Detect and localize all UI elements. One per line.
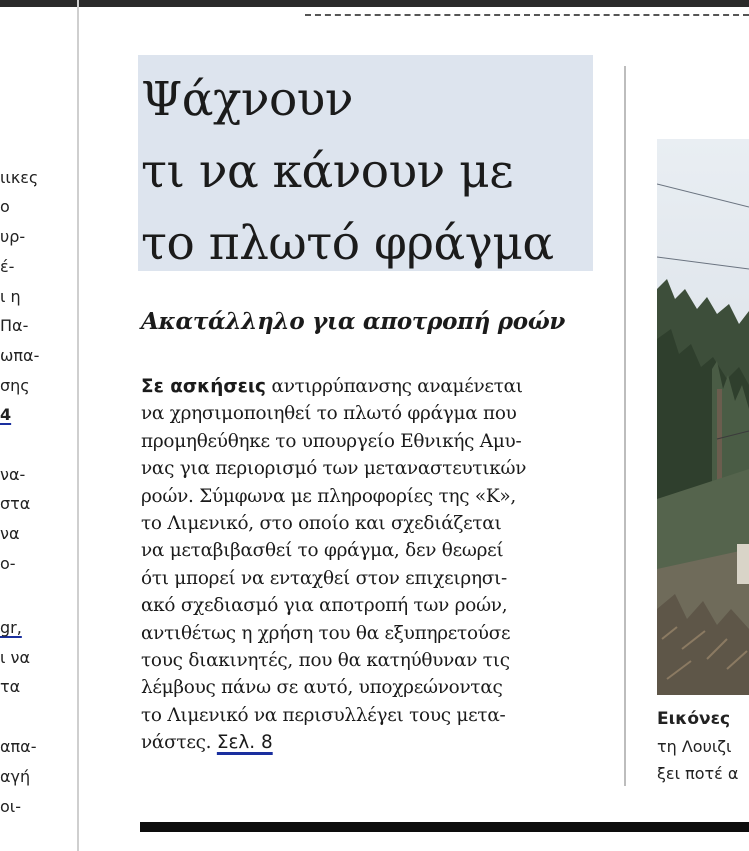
body-line: ότι μπορεί να ενταχθεί στον επιχειρησι- [141, 567, 507, 589]
left-column-line[interactable]: gr, [0, 618, 22, 637]
left-column-line: Πα- [0, 316, 29, 335]
body-line: νας για περιορισμό των μεταναστευτικών [141, 458, 527, 480]
body-line-1-rest: αντιρρύπανσης αναμένεται [265, 376, 523, 397]
body-last-line-text: νάστες. [141, 732, 217, 754]
body-line: προμηθεύθηκε το υπουργείο Εθνικής Αμυ- [141, 430, 522, 452]
left-column-line: ωπα- [0, 346, 40, 365]
left-column-line: απα- [0, 737, 37, 756]
left-column-line: ο [0, 197, 10, 216]
page-top-bar [0, 0, 749, 7]
left-column-line: σης [0, 376, 30, 395]
body-lead: Σε ασκήσεις [141, 376, 266, 397]
body-line: το Λιμενικό, στο οποίο και σχεδιάζεται [141, 513, 502, 535]
left-column-line[interactable]: 4 [0, 405, 12, 424]
caption-line: ξει ποτέ α [657, 764, 739, 783]
left-column-line: οι- [0, 797, 21, 816]
left-column-line: αγή [0, 767, 31, 786]
article-headline [141, 64, 601, 280]
left-column-text [0, 0, 60, 851]
left-column-line: να- [0, 465, 26, 484]
body-line: να μεταβιβασθεί το φράγμα, δεν θεωρεί [141, 540, 504, 562]
headline-line-2: τι να κάνουν με [141, 144, 514, 199]
body-line-1 [141, 373, 599, 400]
headline-line-3: το πλωτό φράγμα [141, 216, 554, 271]
left-column-line: ι να [0, 648, 30, 667]
left-column-line: ο- [0, 554, 16, 573]
body-line: αντιθέτως η χρήση του θα εξυπηρετούσε [141, 622, 511, 644]
body-line: το Λιμενικό να περισυλλέγει τους μετα- [141, 704, 506, 726]
left-column-line: ι η [0, 287, 21, 306]
left-column-line: τα [0, 677, 21, 696]
left-column-line: έ- [0, 257, 15, 276]
body-line: λέμβους πάνω σε αυτό, υποχρεώνοντας [141, 677, 503, 699]
body-line: να χρησιμοποιηθεί το πλωτό φράγμα που [141, 403, 517, 425]
article-subheadline: Ακατάλληλο για αποτροπή ροών [141, 308, 566, 335]
next-headline-fragment [495, 842, 749, 851]
body-line: τους διακινητές, που θα κατηύθυναν τις [141, 650, 510, 672]
article-body [141, 373, 599, 757]
photo-trees-power-lines [657, 139, 749, 695]
headline-line-1: Ψάχνουν [141, 72, 353, 127]
left-column-line: ιικες [0, 168, 39, 187]
page-reference-link[interactable]: Σελ. 8 [216, 732, 273, 754]
body-line: ροών. Σύμφωνα με πληροφορίες της «Κ», [141, 485, 516, 507]
left-column-line: στα [0, 494, 31, 513]
photo-caption [657, 706, 749, 787]
left-column-line: υρ- [0, 227, 26, 246]
caption-line: τη Λουιζι [657, 737, 732, 756]
article-photo [657, 139, 749, 695]
section-bottom-rule [140, 822, 749, 832]
dashed-separator [305, 14, 749, 16]
column-divider-right [624, 66, 626, 786]
body-line: ακό σχεδιασμό για αποτροπή των ροών, [141, 595, 508, 617]
left-column-line: να [0, 524, 20, 543]
column-divider-left [77, 0, 79, 851]
body-last-line [141, 729, 599, 756]
caption-lead: Εικόνες [657, 709, 731, 729]
